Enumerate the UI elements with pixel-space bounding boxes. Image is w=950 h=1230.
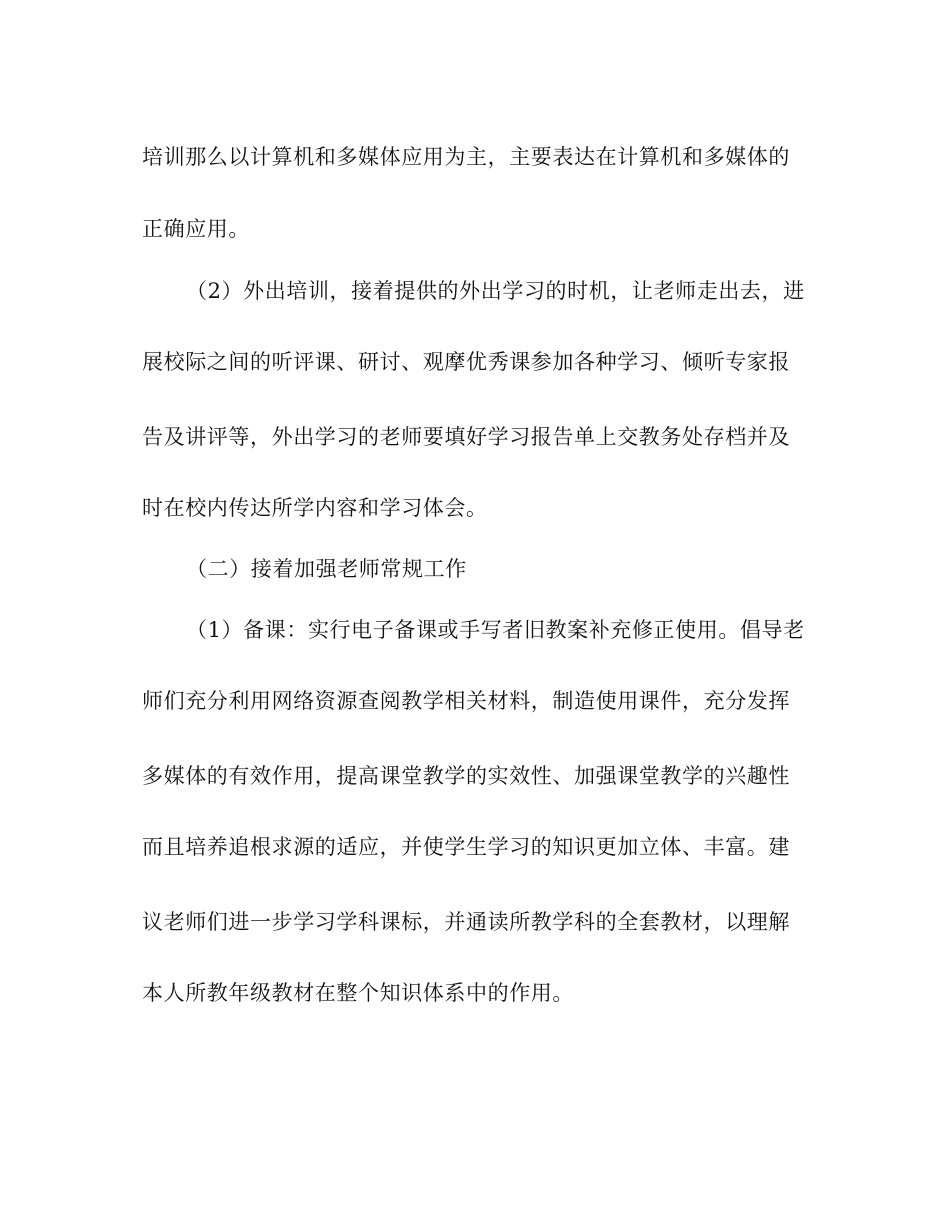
text-line: 时在校内传达所学内容和学习体会。 (142, 496, 488, 520)
text-line: 展校际之间的听评课、研讨、观摩优秀课参加各种学习、倾听专家报 (142, 350, 790, 374)
text-line: 多媒体的有效作用，提高课堂教学的实效性、加强课堂教学的兴趣性 (142, 764, 790, 788)
text-line: 正确应用。 (142, 217, 250, 241)
text-line: 告及讲评等，外出学习的老师要填好学习报告单上交教务处存档并及 (142, 425, 790, 449)
text-line: （2）外出培训，接着提供的外出学习的时机，让老师走出去，进 (186, 279, 805, 303)
text-line: 培训那么以计算机和多媒体应用为主，主要表达在计算机和多媒体的 (142, 145, 790, 169)
text-line: （1）备课：实行电子备课或手写者旧教案补充修正使用。倡导老 (186, 618, 805, 642)
text-line: 师们充分利用网络资源查阅教学相关材料，制造使用课件，充分发挥 (142, 689, 790, 713)
section-heading: （二）接着加强老师常规工作 (186, 557, 467, 581)
text-line: 而且培养追根求源的适应，并使学生学习的知识更加立体、丰富。建 (142, 835, 790, 859)
text-line: 本人所教年级教材在整个知识体系中的作用。 (142, 981, 574, 1005)
text-line: 议老师们进一步学习学科课标，并通读所教学科的全套教材，以理解 (142, 910, 790, 934)
